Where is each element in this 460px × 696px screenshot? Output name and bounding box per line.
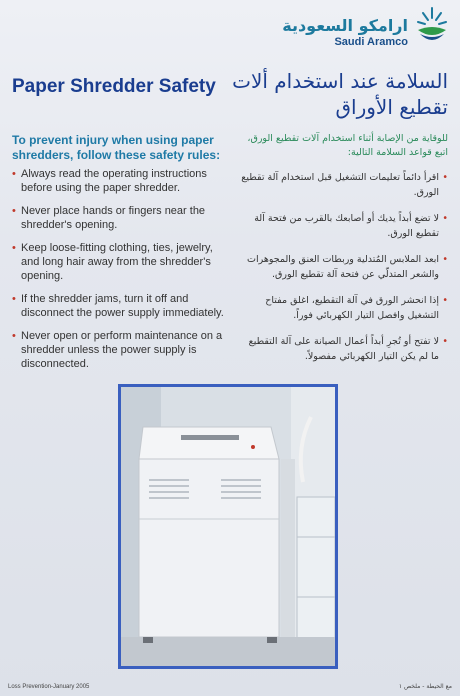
intro-english: To prevent injury when using paper shredders, follow these safety rules: [12, 133, 221, 162]
rule-item: • If the shredder jams, turn it off and disconnect the power supply immediately. [12, 292, 230, 320]
rule-item: • Always read the operating instructions before using the paper shredder. [12, 167, 230, 195]
aramco-star-icon [412, 4, 452, 48]
rule-item: • لا تفتح أو تُجرِ أبداً أعمال الصيانة على آلة التقطيع ما لم يكن التيار الكهربائي مفصولاً. [240, 334, 448, 364]
footer-left: Loss Prevention-January 2005 [8, 684, 90, 690]
rules-list-arabic [240, 170, 448, 375]
paper-shredder-photo [118, 384, 338, 669]
logo-english-text: Saudi Aramco [334, 36, 408, 48]
saudi-aramco-logo [282, 4, 452, 56]
title-arabic: السلامة عند استخدام ألات تقطيع الأوراق [232, 69, 448, 119]
rule-item: • إذا انحشر الورق في آلة التقطيع، اغلق مفتاح التشغيل وافصل التيار الكهربائي فوراً. [240, 293, 448, 323]
rule-item: • ابعد الملابس المُتدلية وربطات العنق والمجوهرات والشعر المتدلّي عن فتحة آلة تقطيع الورق. [240, 252, 448, 282]
intro-arabic: للوقاية من الإصابة أثناء استخدام آلات تقطيع الورق، اتبع قواعد السلامة التالية: [247, 133, 448, 158]
title-english: Paper Shredder Safety [12, 76, 216, 97]
rule-item: • Never open or perform maintenance on a shredder unless the power supply is disconnected. [12, 329, 230, 371]
rule-item: • Never place hands or fingers near the shredder's opening. [12, 204, 230, 232]
rule-item: • اقرأ دائماً تعليمات التشغيل قبل استخدام آلة تقطيع الورق. [240, 170, 448, 200]
footer-right: مع الحيطة - ملخص ١ [398, 683, 452, 690]
rule-item: • Keep loose-fitting clothing, ties, jewelry, and long hair away from the shredder's opening. [12, 241, 230, 283]
logo-arabic-text: ارامكو السعودية [282, 16, 408, 35]
rule-item: • لا تضع أبداً يديك أو أصابعك بالقرب من فتحة آلة تقطيع الورق. [240, 211, 448, 241]
rules-list-english [12, 167, 230, 380]
